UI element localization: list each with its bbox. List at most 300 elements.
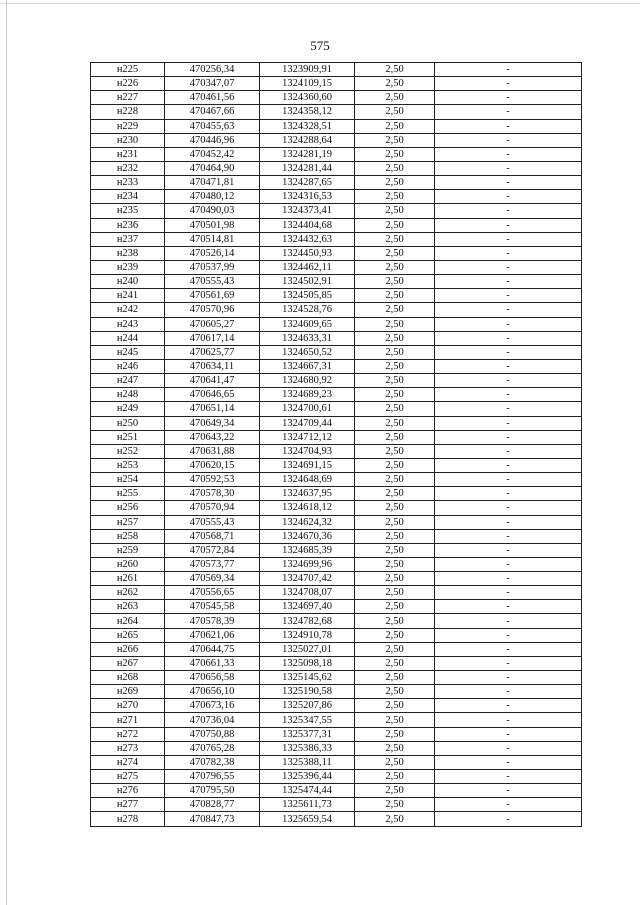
coordinates-table xyxy=(90,62,582,827)
x-coordinate-cell: 470631,88 xyxy=(165,444,260,458)
y-coordinate-cell: 1324373,41 xyxy=(260,204,355,218)
point-id-cell: н257 xyxy=(91,515,165,529)
y-coordinate-cell: 1325388,11 xyxy=(260,755,355,769)
table-row xyxy=(91,770,582,784)
table-row xyxy=(91,557,582,571)
table-row xyxy=(91,812,582,826)
point-id-cell: н225 xyxy=(91,63,165,77)
point-id-cell: н266 xyxy=(91,642,165,656)
x-coordinate-cell: 470796,55 xyxy=(165,770,260,784)
accuracy-cell: 2,50 xyxy=(355,755,435,769)
point-id-cell: н250 xyxy=(91,416,165,430)
point-id-cell: н270 xyxy=(91,699,165,713)
y-coordinate-cell: 1325377,31 xyxy=(260,727,355,741)
accuracy-cell: 2,50 xyxy=(355,232,435,246)
accuracy-cell: 2,50 xyxy=(355,543,435,557)
x-coordinate-cell: 470646,65 xyxy=(165,388,260,402)
x-coordinate-cell: 470656,10 xyxy=(165,685,260,699)
table-row xyxy=(91,473,582,487)
point-id-cell: н260 xyxy=(91,557,165,571)
page-number: 575 xyxy=(310,38,330,53)
accuracy-cell: 2,50 xyxy=(355,444,435,458)
y-coordinate-cell: 1324685,39 xyxy=(260,543,355,557)
table-row xyxy=(91,246,582,260)
y-coordinate-cell: 1325659,54 xyxy=(260,812,355,826)
x-coordinate-cell: 470573,77 xyxy=(165,557,260,571)
point-id-cell: н229 xyxy=(91,119,165,133)
table-row xyxy=(91,105,582,119)
note-cell: - xyxy=(435,572,582,586)
y-coordinate-cell: 1325207,86 xyxy=(260,699,355,713)
accuracy-cell: 2,50 xyxy=(355,812,435,826)
note-cell: - xyxy=(435,685,582,699)
y-coordinate-cell: 1325611,73 xyxy=(260,798,355,812)
table-row xyxy=(91,374,582,388)
y-coordinate-cell: 1324680,92 xyxy=(260,374,355,388)
note-cell: - xyxy=(435,63,582,77)
note-cell: - xyxy=(435,204,582,218)
accuracy-cell: 2,50 xyxy=(355,501,435,515)
x-coordinate-cell: 470634,11 xyxy=(165,359,260,373)
point-id-cell: н232 xyxy=(91,161,165,175)
accuracy-cell: 2,50 xyxy=(355,671,435,685)
accuracy-cell: 2,50 xyxy=(355,176,435,190)
y-coordinate-cell: 1324910,78 xyxy=(260,628,355,642)
note-cell: - xyxy=(435,656,582,670)
note-cell: - xyxy=(435,416,582,430)
table-row xyxy=(91,388,582,402)
accuracy-cell: 2,50 xyxy=(355,473,435,487)
table-row xyxy=(91,260,582,274)
y-coordinate-cell: 1324691,15 xyxy=(260,458,355,472)
accuracy-cell: 2,50 xyxy=(355,63,435,77)
accuracy-cell: 2,50 xyxy=(355,402,435,416)
point-id-cell: н233 xyxy=(91,176,165,190)
point-id-cell: н242 xyxy=(91,303,165,317)
note-cell: - xyxy=(435,642,582,656)
y-coordinate-cell: 1324670,36 xyxy=(260,529,355,543)
point-id-cell: н231 xyxy=(91,147,165,161)
table-row xyxy=(91,275,582,289)
x-coordinate-cell: 470617,14 xyxy=(165,331,260,345)
x-coordinate-cell: 470750,88 xyxy=(165,727,260,741)
table-row xyxy=(91,317,582,331)
x-coordinate-cell: 470641,47 xyxy=(165,374,260,388)
accuracy-cell: 2,50 xyxy=(355,331,435,345)
note-cell: - xyxy=(435,741,582,755)
table-row xyxy=(91,345,582,359)
table-row xyxy=(91,444,582,458)
table-row xyxy=(91,515,582,529)
x-coordinate-cell: 470347,07 xyxy=(165,77,260,91)
x-coordinate-cell: 470795,50 xyxy=(165,784,260,798)
y-coordinate-cell: 1324462,11 xyxy=(260,260,355,274)
point-id-cell: н227 xyxy=(91,91,165,105)
table-row xyxy=(91,303,582,317)
accuracy-cell: 2,50 xyxy=(355,289,435,303)
y-coordinate-cell: 1324650,52 xyxy=(260,345,355,359)
y-coordinate-cell: 1324689,23 xyxy=(260,388,355,402)
note-cell: - xyxy=(435,161,582,175)
note-cell: - xyxy=(435,713,582,727)
note-cell: - xyxy=(435,133,582,147)
point-id-cell: н230 xyxy=(91,133,165,147)
x-coordinate-cell: 470501,98 xyxy=(165,218,260,232)
y-coordinate-cell: 1324450,93 xyxy=(260,246,355,260)
table-row xyxy=(91,543,582,557)
point-id-cell: н240 xyxy=(91,275,165,289)
accuracy-cell: 2,50 xyxy=(355,359,435,373)
accuracy-cell: 2,50 xyxy=(355,345,435,359)
y-coordinate-cell: 1324708,07 xyxy=(260,586,355,600)
note-cell: - xyxy=(435,275,582,289)
table-row xyxy=(91,204,582,218)
accuracy-cell: 2,50 xyxy=(355,246,435,260)
x-coordinate-cell: 470556,65 xyxy=(165,586,260,600)
x-coordinate-cell: 470446,96 xyxy=(165,133,260,147)
point-id-cell: н241 xyxy=(91,289,165,303)
y-coordinate-cell: 1324712,12 xyxy=(260,430,355,444)
point-id-cell: н269 xyxy=(91,685,165,699)
point-id-cell: н234 xyxy=(91,190,165,204)
accuracy-cell: 2,50 xyxy=(355,614,435,628)
y-coordinate-cell: 1324648,69 xyxy=(260,473,355,487)
point-id-cell: н264 xyxy=(91,614,165,628)
y-coordinate-cell: 1325145,62 xyxy=(260,671,355,685)
point-id-cell: н276 xyxy=(91,784,165,798)
x-coordinate-cell: 470661,33 xyxy=(165,656,260,670)
note-cell: - xyxy=(435,232,582,246)
x-coordinate-cell: 470537,99 xyxy=(165,260,260,274)
point-id-cell: н263 xyxy=(91,600,165,614)
point-id-cell: н267 xyxy=(91,656,165,670)
x-coordinate-cell: 470555,43 xyxy=(165,515,260,529)
x-coordinate-cell: 470828,77 xyxy=(165,798,260,812)
note-cell: - xyxy=(435,727,582,741)
table-row xyxy=(91,685,582,699)
x-coordinate-cell: 470467,66 xyxy=(165,105,260,119)
x-coordinate-cell: 470673,16 xyxy=(165,699,260,713)
note-cell: - xyxy=(435,119,582,133)
table-row xyxy=(91,331,582,345)
point-id-cell: н248 xyxy=(91,388,165,402)
point-id-cell: н243 xyxy=(91,317,165,331)
note-cell: - xyxy=(435,614,582,628)
note-cell: - xyxy=(435,77,582,91)
table-row xyxy=(91,586,582,600)
note-cell: - xyxy=(435,91,582,105)
point-id-cell: н271 xyxy=(91,713,165,727)
point-id-cell: н262 xyxy=(91,586,165,600)
note-cell: - xyxy=(435,515,582,529)
y-coordinate-cell: 1324700,61 xyxy=(260,402,355,416)
y-coordinate-cell: 1324360,60 xyxy=(260,91,355,105)
accuracy-cell: 2,50 xyxy=(355,515,435,529)
coordinates-table-body xyxy=(91,63,582,827)
table-row xyxy=(91,133,582,147)
point-id-cell: н278 xyxy=(91,812,165,826)
point-id-cell: н274 xyxy=(91,755,165,769)
y-coordinate-cell: 1324782,68 xyxy=(260,614,355,628)
point-id-cell: н236 xyxy=(91,218,165,232)
y-coordinate-cell: 1325027,01 xyxy=(260,642,355,656)
table-row xyxy=(91,600,582,614)
y-coordinate-cell: 1324609,65 xyxy=(260,317,355,331)
accuracy-cell: 2,50 xyxy=(355,204,435,218)
note-cell: - xyxy=(435,755,582,769)
scan-edge xyxy=(6,0,7,905)
point-id-cell: н253 xyxy=(91,458,165,472)
accuracy-cell: 2,50 xyxy=(355,190,435,204)
accuracy-cell: 2,50 xyxy=(355,699,435,713)
accuracy-cell: 2,50 xyxy=(355,628,435,642)
point-id-cell: н228 xyxy=(91,105,165,119)
table-row xyxy=(91,741,582,755)
accuracy-cell: 2,50 xyxy=(355,105,435,119)
note-cell: - xyxy=(435,260,582,274)
accuracy-cell: 2,50 xyxy=(355,685,435,699)
table-row xyxy=(91,755,582,769)
note-cell: - xyxy=(435,586,582,600)
table-row xyxy=(91,176,582,190)
x-coordinate-cell: 470644,75 xyxy=(165,642,260,656)
y-coordinate-cell: 1324633,31 xyxy=(260,331,355,345)
x-coordinate-cell: 470545,58 xyxy=(165,600,260,614)
accuracy-cell: 2,50 xyxy=(355,572,435,586)
y-coordinate-cell: 1324281,44 xyxy=(260,161,355,175)
point-id-cell: н249 xyxy=(91,402,165,416)
y-coordinate-cell: 1325347,55 xyxy=(260,713,355,727)
note-cell: - xyxy=(435,374,582,388)
accuracy-cell: 2,50 xyxy=(355,713,435,727)
accuracy-cell: 2,50 xyxy=(355,557,435,571)
table-row xyxy=(91,218,582,232)
table-row xyxy=(91,232,582,246)
note-cell: - xyxy=(435,359,582,373)
note-cell: - xyxy=(435,402,582,416)
x-coordinate-cell: 470471,81 xyxy=(165,176,260,190)
y-coordinate-cell: 1325474,44 xyxy=(260,784,355,798)
point-id-cell: н259 xyxy=(91,543,165,557)
table-row xyxy=(91,614,582,628)
note-cell: - xyxy=(435,317,582,331)
accuracy-cell: 2,50 xyxy=(355,770,435,784)
table-row xyxy=(91,416,582,430)
accuracy-cell: 2,50 xyxy=(355,119,435,133)
y-coordinate-cell: 1324697,40 xyxy=(260,600,355,614)
x-coordinate-cell: 470605,27 xyxy=(165,317,260,331)
x-coordinate-cell: 470514,81 xyxy=(165,232,260,246)
point-id-cell: н277 xyxy=(91,798,165,812)
accuracy-cell: 2,50 xyxy=(355,529,435,543)
point-id-cell: н239 xyxy=(91,260,165,274)
y-coordinate-cell: 1324637,95 xyxy=(260,487,355,501)
accuracy-cell: 2,50 xyxy=(355,260,435,274)
accuracy-cell: 2,50 xyxy=(355,218,435,232)
table-row xyxy=(91,63,582,77)
accuracy-cell: 2,50 xyxy=(355,458,435,472)
x-coordinate-cell: 470570,96 xyxy=(165,303,260,317)
x-coordinate-cell: 470490,03 xyxy=(165,204,260,218)
note-cell: - xyxy=(435,501,582,515)
y-coordinate-cell: 1324502,91 xyxy=(260,275,355,289)
table-row xyxy=(91,529,582,543)
accuracy-cell: 2,50 xyxy=(355,77,435,91)
note-cell: - xyxy=(435,388,582,402)
note-cell: - xyxy=(435,529,582,543)
accuracy-cell: 2,50 xyxy=(355,656,435,670)
x-coordinate-cell: 470578,30 xyxy=(165,487,260,501)
note-cell: - xyxy=(435,557,582,571)
accuracy-cell: 2,50 xyxy=(355,388,435,402)
note-cell: - xyxy=(435,218,582,232)
table-row xyxy=(91,501,582,515)
note-cell: - xyxy=(435,784,582,798)
accuracy-cell: 2,50 xyxy=(355,430,435,444)
x-coordinate-cell: 470592,53 xyxy=(165,473,260,487)
x-coordinate-cell: 470569,34 xyxy=(165,572,260,586)
point-id-cell: н273 xyxy=(91,741,165,755)
y-coordinate-cell: 1325190,58 xyxy=(260,685,355,699)
note-cell: - xyxy=(435,430,582,444)
accuracy-cell: 2,50 xyxy=(355,727,435,741)
note-cell: - xyxy=(435,303,582,317)
point-id-cell: н272 xyxy=(91,727,165,741)
note-cell: - xyxy=(435,798,582,812)
y-coordinate-cell: 1324624,32 xyxy=(260,515,355,529)
note-cell: - xyxy=(435,770,582,784)
table-row xyxy=(91,402,582,416)
point-id-cell: н247 xyxy=(91,374,165,388)
y-coordinate-cell: 1324505,85 xyxy=(260,289,355,303)
point-id-cell: н268 xyxy=(91,671,165,685)
note-cell: - xyxy=(435,176,582,190)
table-row xyxy=(91,572,582,586)
point-id-cell: н226 xyxy=(91,77,165,91)
table-row xyxy=(91,656,582,670)
x-coordinate-cell: 470461,56 xyxy=(165,91,260,105)
point-id-cell: н238 xyxy=(91,246,165,260)
table-row xyxy=(91,289,582,303)
point-id-cell: н255 xyxy=(91,487,165,501)
y-coordinate-cell: 1324709,44 xyxy=(260,416,355,430)
x-coordinate-cell: 470765,28 xyxy=(165,741,260,755)
point-id-cell: н245 xyxy=(91,345,165,359)
note-cell: - xyxy=(435,600,582,614)
table-row xyxy=(91,798,582,812)
x-coordinate-cell: 470649,34 xyxy=(165,416,260,430)
y-coordinate-cell: 1325386,33 xyxy=(260,741,355,755)
note-cell: - xyxy=(435,458,582,472)
note-cell: - xyxy=(435,289,582,303)
point-id-cell: н265 xyxy=(91,628,165,642)
table-row xyxy=(91,190,582,204)
note-cell: - xyxy=(435,671,582,685)
point-id-cell: н261 xyxy=(91,572,165,586)
table-row xyxy=(91,628,582,642)
x-coordinate-cell: 470561,69 xyxy=(165,289,260,303)
y-coordinate-cell: 1324358,12 xyxy=(260,105,355,119)
table-row xyxy=(91,359,582,373)
x-coordinate-cell: 470572,84 xyxy=(165,543,260,557)
table-row xyxy=(91,713,582,727)
y-coordinate-cell: 1324618,12 xyxy=(260,501,355,515)
accuracy-cell: 2,50 xyxy=(355,161,435,175)
x-coordinate-cell: 470526,14 xyxy=(165,246,260,260)
point-id-cell: н256 xyxy=(91,501,165,515)
y-coordinate-cell: 1324316,53 xyxy=(260,190,355,204)
table-row xyxy=(91,699,582,713)
table-row xyxy=(91,727,582,741)
table-row xyxy=(91,119,582,133)
y-coordinate-cell: 1324281,19 xyxy=(260,147,355,161)
table-row xyxy=(91,642,582,656)
x-coordinate-cell: 470568,71 xyxy=(165,529,260,543)
accuracy-cell: 2,50 xyxy=(355,374,435,388)
x-coordinate-cell: 470736,04 xyxy=(165,713,260,727)
table-row xyxy=(91,161,582,175)
y-coordinate-cell: 1324288,64 xyxy=(260,133,355,147)
point-id-cell: н252 xyxy=(91,444,165,458)
x-coordinate-cell: 470621,06 xyxy=(165,628,260,642)
note-cell: - xyxy=(435,246,582,260)
note-cell: - xyxy=(435,487,582,501)
x-coordinate-cell: 470847,73 xyxy=(165,812,260,826)
point-id-cell: н254 xyxy=(91,473,165,487)
x-coordinate-cell: 470464,90 xyxy=(165,161,260,175)
scan-edge-top xyxy=(0,3,640,4)
y-coordinate-cell: 1324699,96 xyxy=(260,557,355,571)
y-coordinate-cell: 1324328,51 xyxy=(260,119,355,133)
table-row xyxy=(91,784,582,798)
y-coordinate-cell: 1324704,93 xyxy=(260,444,355,458)
accuracy-cell: 2,50 xyxy=(355,487,435,501)
table-row xyxy=(91,91,582,105)
point-id-cell: н237 xyxy=(91,232,165,246)
y-coordinate-cell: 1325098,18 xyxy=(260,656,355,670)
x-coordinate-cell: 470651,14 xyxy=(165,402,260,416)
y-coordinate-cell: 1324528,76 xyxy=(260,303,355,317)
x-coordinate-cell: 470452,42 xyxy=(165,147,260,161)
note-cell: - xyxy=(435,628,582,642)
point-id-cell: н235 xyxy=(91,204,165,218)
y-coordinate-cell: 1323909,91 xyxy=(260,63,355,77)
accuracy-cell: 2,50 xyxy=(355,91,435,105)
x-coordinate-cell: 470480,12 xyxy=(165,190,260,204)
x-coordinate-cell: 470555,43 xyxy=(165,275,260,289)
point-id-cell: н244 xyxy=(91,331,165,345)
table-row xyxy=(91,671,582,685)
note-cell: - xyxy=(435,331,582,345)
point-id-cell: н275 xyxy=(91,770,165,784)
x-coordinate-cell: 470578,39 xyxy=(165,614,260,628)
x-coordinate-cell: 470620,15 xyxy=(165,458,260,472)
accuracy-cell: 2,50 xyxy=(355,586,435,600)
accuracy-cell: 2,50 xyxy=(355,317,435,331)
point-id-cell: н246 xyxy=(91,359,165,373)
accuracy-cell: 2,50 xyxy=(355,416,435,430)
x-coordinate-cell: 470643,22 xyxy=(165,430,260,444)
accuracy-cell: 2,50 xyxy=(355,600,435,614)
x-coordinate-cell: 470625,77 xyxy=(165,345,260,359)
y-coordinate-cell: 1325396,44 xyxy=(260,770,355,784)
note-cell: - xyxy=(435,105,582,119)
y-coordinate-cell: 1324404,68 xyxy=(260,218,355,232)
note-cell: - xyxy=(435,543,582,557)
x-coordinate-cell: 470570,94 xyxy=(165,501,260,515)
table-row xyxy=(91,147,582,161)
x-coordinate-cell: 470656,58 xyxy=(165,671,260,685)
